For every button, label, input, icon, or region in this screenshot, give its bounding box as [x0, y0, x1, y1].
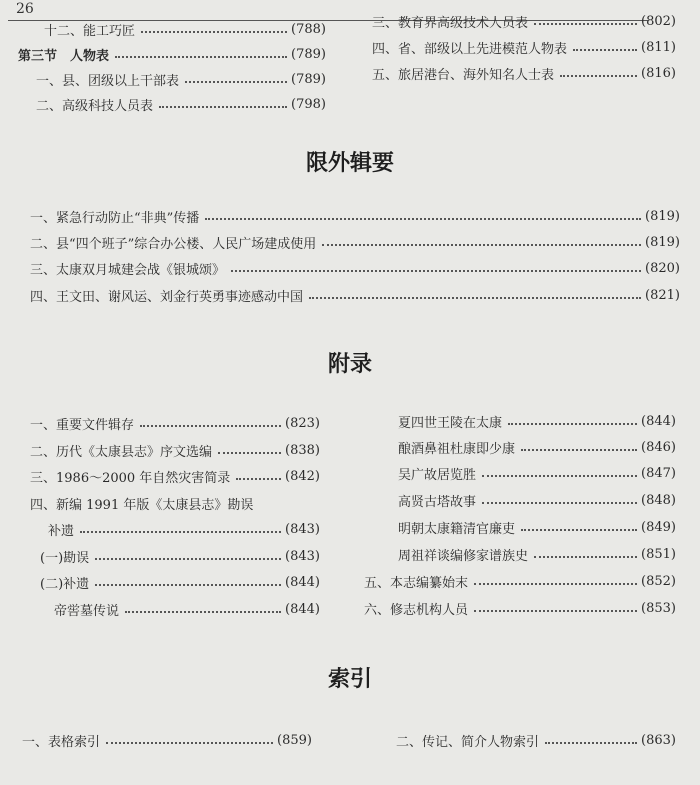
- leader-dots: [205, 218, 641, 220]
- toc-entry[interactable]: [36, 68, 326, 90]
- toc-entry-page: (802): [641, 13, 676, 29]
- toc-entry-page: (821): [645, 287, 680, 303]
- leader-dots: [482, 475, 637, 477]
- toc-entry-page: (789): [291, 46, 326, 62]
- leader-dots: [236, 478, 281, 480]
- toc-entry-page: (846): [641, 439, 676, 455]
- toc-entry-page: (789): [291, 71, 326, 87]
- toc-entry-page: (838): [285, 442, 320, 458]
- toc-entry-page: (863): [641, 732, 676, 748]
- toc-entry-label: 三、太康双月城建会战《银城颂》: [30, 262, 226, 278]
- toc-entry-page: (823): [285, 415, 320, 431]
- toc-entry-label: 明朝太康籍清官廉吏: [398, 521, 516, 537]
- toc-entry[interactable]: [364, 570, 676, 592]
- toc-entry-label: 吴广故居览胜: [398, 467, 477, 483]
- toc-entry-label: 一、表格索引: [22, 734, 101, 750]
- toc-entry-page: (819): [645, 234, 680, 250]
- leader-dots: [140, 425, 281, 427]
- toc-entry[interactable]: [398, 436, 676, 458]
- leader-dots: [474, 583, 637, 585]
- toc-entry-page: (851): [641, 546, 676, 562]
- toc-entry[interactable]: [396, 729, 676, 751]
- toc-entry[interactable]: [372, 10, 676, 32]
- toc-entry-page: (819): [645, 208, 680, 224]
- leader-dots: [508, 423, 637, 425]
- toc-entry-page: (852): [641, 573, 676, 589]
- leader-dots: [125, 611, 281, 613]
- toc-entry-page: (820): [645, 260, 680, 276]
- toc-entry[interactable]: [30, 231, 680, 253]
- leader-dots: [545, 742, 637, 744]
- toc-entry[interactable]: [30, 492, 320, 514]
- toc-entry-label: 四、省、部级以上先进模范人物表: [372, 41, 568, 57]
- toc-entry-label: 六、修志机构人员: [364, 602, 469, 618]
- leader-dots: [185, 81, 287, 83]
- toc-entry[interactable]: [44, 18, 326, 40]
- toc-entry-label: 二、县“四个班子”综合办公楼、人民广场建成使用: [30, 236, 317, 252]
- section-heading: 限外辑要: [305, 151, 394, 176]
- toc-entry-page: (811): [641, 39, 676, 55]
- leader-dots: [521, 449, 637, 451]
- toc-entry-label: 第三节 人物表: [18, 48, 110, 64]
- leader-dots: [159, 106, 287, 108]
- leader-dots: [482, 502, 637, 504]
- toc-entry[interactable]: [30, 412, 320, 434]
- toc-entry-label: 十二、能工巧匠: [44, 23, 136, 39]
- toc-entry-label: 五、旅居港台、海外知名人士表: [372, 67, 555, 83]
- toc-entry-label: 二、传记、简介人物索引: [396, 734, 540, 750]
- toc-entry[interactable]: [398, 543, 676, 565]
- toc-entry-label: 周祖祥谈编修家谱族史: [398, 548, 529, 564]
- toc-entry-page: (842): [285, 468, 320, 484]
- page-number: 26: [16, 1, 34, 17]
- toc-entry-label: 夏四世王陵在太康: [398, 415, 503, 431]
- toc-entry[interactable]: [372, 36, 676, 58]
- leader-dots: [218, 452, 281, 454]
- toc-entry-page: (816): [641, 65, 676, 81]
- toc-entry-label: 三、教育界高级技术人员表: [372, 15, 529, 31]
- toc-entry-label: 补遗: [48, 523, 75, 539]
- leader-dots: [95, 558, 281, 560]
- toc-entry[interactable]: [30, 284, 680, 306]
- toc-entry[interactable]: [30, 205, 680, 227]
- toc-entry-page: (849): [641, 519, 676, 535]
- toc-entry-label: 三、1986～2000 年自然灾害简录: [30, 470, 231, 486]
- toc-entry-label: 五、本志编纂始末: [364, 575, 469, 591]
- leader-dots: [322, 244, 641, 246]
- toc-entry-page: (844): [641, 413, 676, 429]
- leader-dots: [95, 584, 281, 586]
- toc-entry[interactable]: [18, 43, 326, 65]
- toc-entry-page: (843): [285, 548, 320, 564]
- leader-dots: [141, 31, 287, 33]
- toc-entry[interactable]: [40, 571, 320, 593]
- toc-entry[interactable]: [398, 462, 676, 484]
- leader-dots: [115, 56, 287, 58]
- section-heading: 索引: [327, 667, 372, 692]
- leader-dots: [309, 297, 641, 299]
- toc-entry-page: (848): [641, 492, 676, 508]
- toc-entry[interactable]: [398, 489, 676, 511]
- toc-entry-label: 帝喾墓传说: [54, 603, 120, 619]
- toc-entry[interactable]: [54, 598, 320, 620]
- leader-dots: [106, 742, 273, 744]
- toc-entry-page: (847): [641, 465, 676, 481]
- toc-entry-label: (二)补遗: [40, 576, 90, 592]
- leader-dots: [80, 531, 281, 533]
- toc-entry-page: (853): [641, 600, 676, 616]
- toc-entry[interactable]: [398, 516, 676, 538]
- toc-entry-page: (843): [285, 521, 320, 537]
- leader-dots: [573, 49, 637, 51]
- leader-dots: [521, 529, 637, 531]
- toc-entry-page: (788): [291, 21, 326, 37]
- toc-entry-label: 酿酒鼻祖杜康即少康: [398, 441, 516, 457]
- toc-entry-page: (844): [285, 601, 320, 617]
- toc-entry[interactable]: [398, 410, 676, 432]
- leader-dots: [474, 610, 637, 612]
- toc-entry-page: (798): [291, 96, 326, 112]
- toc-entry-label: 二、高级科技人员表: [36, 98, 154, 114]
- toc-entry-page: (859): [277, 732, 312, 748]
- toc-entry-label: 一、紧急行动防止“非典”传播: [30, 210, 200, 226]
- toc-entry[interactable]: [48, 518, 320, 540]
- toc-entry-label: 四、新编 1991 年版《太康县志》勘误: [30, 497, 254, 513]
- leader-dots: [231, 270, 641, 272]
- leader-dots: [534, 556, 637, 558]
- toc-entry[interactable]: [364, 597, 676, 619]
- toc-entry-label: 四、王文田、谢风运、刘金行英勇事迹感动中国: [30, 289, 304, 305]
- toc-entry[interactable]: [30, 439, 320, 461]
- toc-entry-label: (一)勘误: [40, 550, 90, 566]
- leader-dots: [560, 75, 637, 77]
- toc-entry-label: 高贤古塔故事: [398, 494, 477, 510]
- toc-entry[interactable]: [40, 545, 320, 567]
- toc-entry[interactable]: [372, 62, 676, 84]
- toc-entry-page: (844): [285, 574, 320, 590]
- section-heading: 附录: [327, 352, 372, 377]
- leader-dots: [534, 23, 637, 25]
- toc-entry-label: 一、县、团级以上干部表: [36, 73, 180, 89]
- toc-entry[interactable]: [22, 729, 312, 751]
- toc-entry[interactable]: [30, 257, 680, 279]
- toc-entry-label: 二、历代《太康县志》序文选编: [30, 444, 213, 460]
- toc-entry-label: 一、重要文件辑存: [30, 417, 135, 433]
- toc-entry[interactable]: [36, 93, 326, 115]
- toc-entry[interactable]: [30, 465, 320, 487]
